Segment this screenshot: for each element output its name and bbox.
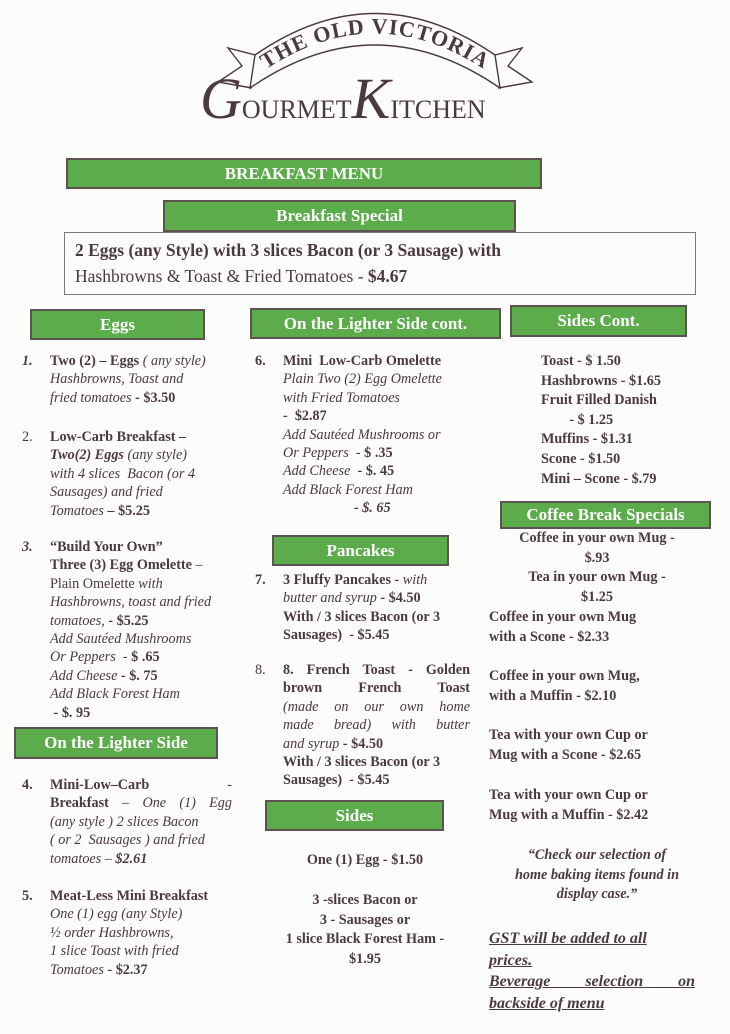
side-item: Hashbrowns - $1.65	[541, 372, 661, 389]
item-line	[283, 499, 470, 517]
item-line	[50, 850, 232, 868]
side-item: Scone - $1.50	[541, 450, 621, 467]
side-item: Muffins - $1.31	[541, 431, 633, 448]
coffee-combo-line: with a Muffin - $2.10	[489, 687, 617, 704]
item-emphasis: $ .65	[131, 649, 160, 666]
item-line	[50, 352, 237, 370]
menu-title-banner: BREAKFAST MENU	[66, 158, 542, 189]
item-text: with	[138, 575, 163, 592]
coffee-price: $1.25	[581, 588, 613, 605]
item-text: Add Cheese	[283, 463, 358, 480]
item-emphasis: - $. 95	[50, 704, 91, 721]
item-text: Plain Two (2) Egg Omelette	[283, 371, 442, 388]
item-emphasis: brown French Toast	[283, 680, 470, 697]
item-line	[283, 462, 470, 480]
item-text: (any style ) 2 slices Bacon	[50, 813, 199, 830]
item-emphasis: – $5.25	[103, 502, 150, 519]
side-item: Toast - $ 1.50	[541, 353, 621, 369]
item-number: 6.	[255, 353, 266, 369]
restaurant-logo	[190, 0, 560, 150]
item-description	[50, 887, 237, 979]
item-line	[50, 630, 237, 648]
coffee-mug-specials	[486, 529, 708, 607]
coffee-item: Tea in your own Mug -	[528, 569, 666, 586]
item-text: – One (1) Egg	[108, 795, 232, 812]
item-emphasis: Sausages) - $5.45	[283, 772, 390, 789]
item-line	[283, 716, 470, 734]
item-text: ½ order Hashbrowns,	[50, 924, 174, 941]
item-line	[50, 905, 237, 923]
item-emphasis: Sausages) - $5.45	[283, 627, 390, 644]
breakfast-special-box	[64, 232, 696, 295]
item-text: Add Black Forest Ham	[50, 686, 180, 703]
item-text: fried tomatoes	[50, 389, 132, 406]
coffee-break-banner: Coffee Break Specials	[500, 501, 711, 529]
coffee-price: $.93	[584, 549, 610, 566]
item-text: made bread) with butter	[283, 717, 470, 734]
item-emphasis: Two(2) Eggs	[50, 447, 124, 464]
item-line	[50, 538, 237, 556]
coffee-item: Coffee in your own Mug -	[519, 530, 675, 546]
item-description	[50, 428, 237, 520]
item-line	[283, 407, 470, 425]
item-line	[283, 608, 467, 626]
coffee-combo	[489, 667, 640, 706]
coffee-combo-line: Coffee in your own Mug	[489, 609, 637, 625]
item-emphasis: - $. 65	[283, 500, 391, 517]
footer-notice	[489, 928, 695, 1014]
item-text: (made on our own home	[283, 698, 470, 715]
coffee-combo	[489, 608, 636, 647]
item-text: - with	[390, 572, 428, 588]
item-emphasis: $ .35	[364, 445, 393, 462]
item-line	[283, 389, 470, 407]
item-text: ( or 2 Sausages ) and fried	[50, 832, 205, 849]
item-line	[50, 776, 232, 794]
coffee-combo-line: Coffee in your own Mug,	[489, 668, 640, 684]
item-line	[283, 771, 470, 789]
item-text: Plain Omelette	[50, 575, 139, 592]
item-line	[50, 887, 237, 905]
item-line	[50, 831, 232, 849]
item-text: Hashbrowns, toast and fried	[50, 594, 212, 611]
item-emphasis: - $4.50	[339, 735, 384, 752]
eggs-banner: Eggs	[30, 309, 205, 340]
item-line	[283, 753, 470, 771]
item-line	[283, 444, 470, 462]
item-text: butter and syrup	[283, 590, 377, 607]
special-description: Hashbrowns & Toast & Fried Tomatoes -	[75, 266, 368, 286]
item-line	[50, 924, 237, 942]
item-line	[50, 813, 232, 831]
item-emphasis: 8. French Toast - Golden	[283, 662, 470, 678]
item-line	[50, 612, 237, 630]
item-text: –	[191, 557, 203, 574]
item-text: tomatoes,	[50, 612, 109, 629]
item-line	[283, 679, 470, 697]
item-text: ( any style)	[139, 353, 206, 369]
lighter-side-banner: On the Lighter Side	[14, 727, 218, 759]
item-description	[50, 776, 232, 868]
coffee-combo-line: Mug with a Scone - $2.65	[489, 746, 642, 763]
item-emphasis: Three (3) Egg Omelette	[50, 557, 192, 574]
item-emphasis: - $2.37	[103, 961, 148, 978]
note-line: “Check our selection of	[527, 847, 667, 863]
item-emphasis: With / 3 slices Bacon (or 3	[283, 754, 441, 771]
special-line-2	[75, 263, 695, 289]
item-line	[50, 667, 237, 685]
item-text: (any style)	[123, 447, 187, 464]
item-description	[283, 352, 470, 518]
item-line	[50, 593, 237, 611]
item-line	[283, 426, 470, 444]
pancakes-banner: Pancakes	[272, 535, 449, 566]
item-line	[50, 685, 237, 703]
item-text: Or Peppers -	[283, 445, 365, 462]
item-text: Add Sautéed Mushrooms or	[283, 426, 441, 443]
item-line	[50, 446, 237, 464]
side-item: Fruit Filled Danish	[541, 392, 657, 409]
item-line	[50, 575, 237, 593]
coffee-combo-line: Mug with a Muffin - $2.42	[489, 806, 649, 823]
item-line	[50, 483, 237, 501]
item-line	[283, 352, 470, 370]
item-text: and syrup	[283, 735, 340, 752]
item-emphasis: 3 Fluffy Pancakes	[283, 572, 391, 588]
item-line	[50, 428, 237, 446]
item-line	[50, 502, 237, 520]
side-egg: One (1) Egg - $1.50	[306, 852, 424, 868]
baking-note	[486, 846, 708, 905]
note-line: display case.”	[556, 886, 638, 903]
item-text: with 4 slices Bacon (or 4	[50, 465, 196, 482]
item-emphasis: - $4.50	[376, 590, 421, 607]
item-emphasis: Breakfast	[50, 795, 109, 812]
item-line	[50, 648, 237, 666]
item-number: 7.	[255, 572, 266, 588]
special-line-1: 2 Eggs (any Style) with 3 slices Bacon (or 3 Sausage) with	[75, 240, 502, 260]
item-line	[50, 704, 237, 722]
logo-top-text: THE OLD VICTORIA	[255, 13, 495, 74]
gst-notice: GST will be added to all	[489, 930, 647, 947]
item-emphasis: Mini-Low–Carb	[50, 777, 150, 793]
item-emphasis: - $5.25	[108, 612, 149, 629]
item-emphasis: - $3.50	[131, 389, 176, 406]
item-text: 1 slice Toast with fried	[50, 943, 179, 960]
item-number: 2.	[22, 429, 33, 445]
item-number: 4.	[22, 777, 33, 793]
lighter-side-cont-banner: On the Lighter Side cont.	[250, 308, 501, 339]
item-line	[283, 370, 470, 388]
coffee-combo-line: with a Scone - $2.33	[489, 628, 610, 645]
coffee-combo	[489, 786, 648, 825]
item-emphasis: Meat-Less Mini Breakfast	[50, 888, 209, 904]
gst-notice-cont: prices.	[489, 951, 533, 969]
item-line	[283, 481, 470, 499]
coffee-combo-line: Tea with your own Cup or	[489, 787, 648, 803]
item-number: 5.	[22, 888, 33, 904]
sides-cont-banner: Sides Cont.	[510, 305, 687, 337]
item-text: Add Sautéed Mushrooms	[50, 631, 192, 648]
item-line	[50, 794, 232, 812]
item-description	[50, 538, 237, 722]
item-number: 1.	[22, 353, 33, 369]
sides-cont-list	[541, 352, 661, 489]
item-emphasis: $2.61	[115, 850, 148, 867]
item-emphasis: Two (2) – Eggs	[50, 353, 140, 369]
item-line	[50, 465, 237, 483]
item-description	[50, 352, 237, 407]
item-line	[283, 626, 467, 644]
item-emphasis: - $. 45	[357, 463, 395, 480]
side-meat-price: $1.95	[349, 950, 381, 967]
item-text: tomatoes –	[50, 850, 116, 867]
item-number: 8.	[255, 662, 266, 678]
item-emphasis: With / 3 slices Bacon (or 3	[283, 608, 441, 625]
item-emphasis: “Build Your Own”	[50, 539, 163, 555]
item-emphasis: Low-Carb Breakfast –	[50, 429, 187, 445]
side-meat	[250, 891, 480, 969]
item-text: Add Black Forest Ham	[283, 481, 413, 498]
item-line	[50, 370, 237, 388]
logo-bottom-text: GOURMETKITCHEN	[200, 66, 486, 131]
item-line	[283, 589, 467, 607]
item-description	[283, 571, 467, 645]
item-line	[283, 571, 467, 589]
item-line	[283, 661, 470, 679]
side-meat-line: 3 - Sausages or	[319, 911, 411, 928]
item-description	[283, 661, 470, 790]
item-text: Tomatoes	[50, 502, 104, 519]
item-emphasis: - $2.87	[283, 408, 327, 425]
coffee-combo	[489, 726, 648, 765]
side-item: Mini – Scone - $.79	[541, 470, 657, 487]
side-item: - $ 1.25	[541, 411, 614, 428]
side-meat-line: 3 -slices Bacon or	[312, 892, 418, 908]
item-line	[50, 556, 237, 574]
item-text: -	[227, 777, 232, 793]
logo-ribbon-right-tail	[495, 48, 532, 88]
breakfast-special-banner: Breakfast Special	[163, 200, 516, 232]
item-number: 3.	[22, 539, 33, 555]
item-line	[283, 698, 470, 716]
item-text: Or Peppers -	[50, 649, 132, 666]
coffee-combo-line: Tea with your own Cup or	[489, 727, 648, 743]
item-emphasis: - $. 75	[120, 667, 158, 684]
sides-banner: Sides	[265, 800, 444, 831]
item-text: Sausages) and fried	[50, 484, 163, 501]
item-line	[50, 389, 237, 407]
item-text: with Fried Tomatoes	[283, 389, 400, 406]
item-text: Hashbrowns, Toast and	[50, 371, 184, 388]
item-line	[50, 961, 237, 979]
item-text: One (1) egg (any Style)	[50, 906, 183, 923]
item-line	[283, 735, 470, 753]
beverage-notice-cont: backside of menu	[489, 994, 605, 1012]
item-text: Add Cheese	[50, 667, 121, 684]
note-line: home baking items found in	[515, 866, 679, 883]
item-text: Tomatoes	[50, 961, 104, 978]
special-price: $4.67	[367, 266, 408, 286]
beverage-notice: Beverage selection on	[489, 973, 695, 990]
side-meat-line: 1 slice Black Forest Ham -	[285, 931, 445, 948]
item-emphasis: Mini Low-Carb Omelette	[283, 353, 441, 369]
item-line	[50, 942, 237, 960]
